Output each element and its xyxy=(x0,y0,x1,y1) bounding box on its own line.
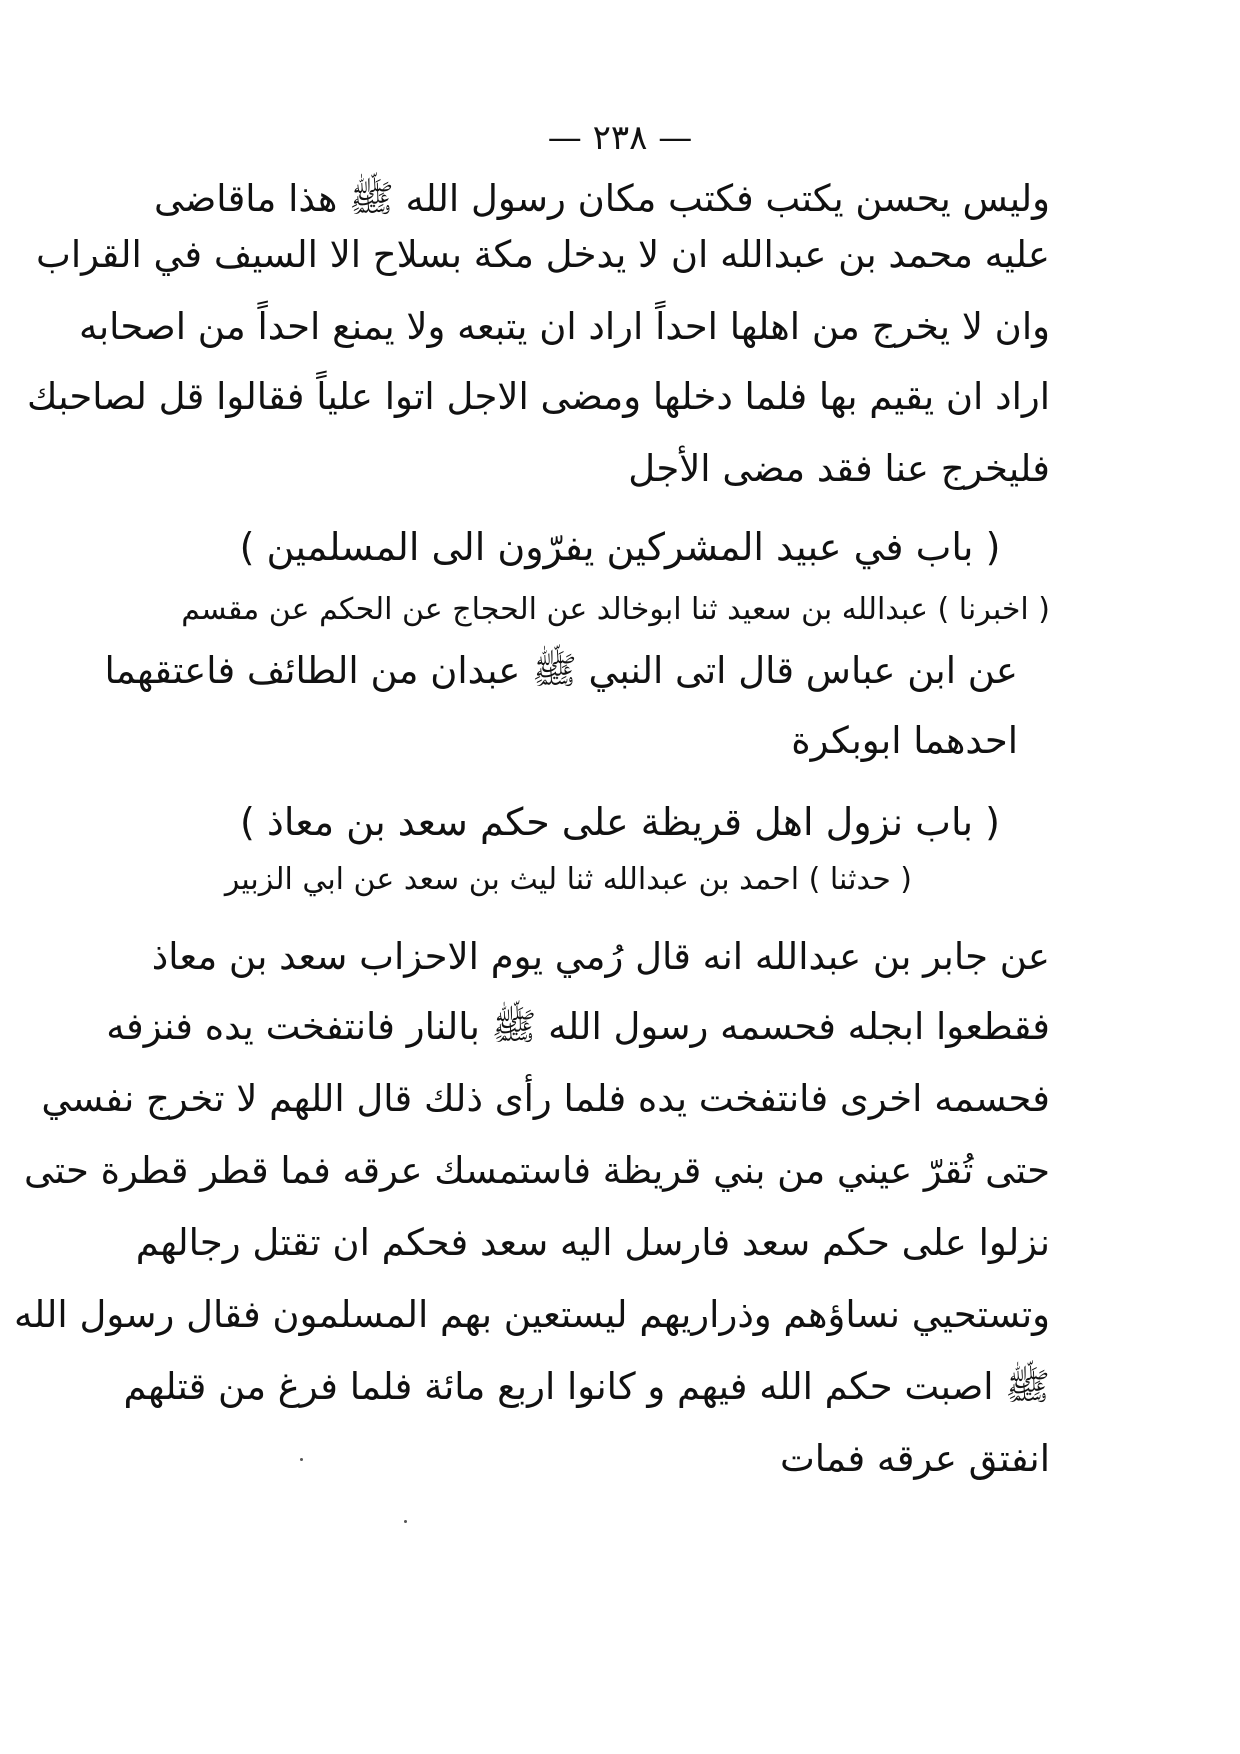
page-number: — ٢٣٨ — xyxy=(547,118,693,158)
text-line: ﷺ اصبت حكم الله فيهم و كانوا اربع مائة فلما فرغ من قتلهم xyxy=(123,1365,1050,1408)
text-line: عليه محمد بن عبدالله ان لا يدخل مكة بسلاح الا السيف في القراب xyxy=(36,233,1050,276)
text-line: اراد ان يقيم بها فلما دخلها ومضى الاجل اتوا علياً فقالوا قل لصاحبك xyxy=(27,375,1050,418)
text-line: وتستحيي نساؤهم وذراريهم ليستعين بهم المسلمون فقال رسول الله xyxy=(14,1293,1050,1336)
text-line: فليخرج عنا فقد مضى الأجل xyxy=(628,447,1050,490)
text-block-3 xyxy=(14,935,1050,1500)
isnad-line: ( حدثنا ) احمد بن عبدالله ثنا ليث بن سعد عن ابي الزبير xyxy=(224,862,912,897)
isnad-line: ( اخبرنا ) عبدالله بن سعيد ثنا ابوخالد عن الحجاج عن الحكم عن مقسم xyxy=(181,592,1050,627)
text-line: وان لا يخرج من اهلها احداً اراد ان يتبعه ولا يمنع احداً من اصحابه xyxy=(78,305,1050,348)
scan-speck xyxy=(404,1520,407,1523)
text-line: فقطعوا ابجله فحسمه رسول الله ﷺ بالنار فانتفخت يده فنزفه xyxy=(106,1005,1050,1048)
section-heading: ( باب في عبيد المشركين يفرّون الى المسلمين ) xyxy=(239,525,1001,569)
text-line: عن ابن عباس قال اتى النبي ﷺ عبدان من الطائف فاعتقهما xyxy=(104,649,1018,692)
text-block-2 xyxy=(104,649,1018,782)
text-line: عن جابر بن عبدالله انه قال رُمي يوم الاحزاب سعد بن معاذ xyxy=(151,935,1050,978)
text-block-1 xyxy=(27,177,1050,510)
text-line: وليس يحسن يكتب فكتب مكان رسول الله ﷺ هذا ماقاضى xyxy=(154,177,1050,220)
scan-speck xyxy=(300,1458,303,1461)
text-line: انفتق عرقه فمات xyxy=(779,1437,1050,1480)
text-line: احدهما ابوبكرة xyxy=(791,719,1018,762)
text-line: نزلوا على حكم سعد فارسل اليه سعد فحكم ان تقتل رجالهم xyxy=(135,1221,1050,1264)
section-heading: ( باب نزول اهل قريظة على حكم سعد بن معاذ ) xyxy=(240,800,1000,844)
text-line: حتى تُقرّ عيني من بني قريظة فاستمسك عرقه فما قطر قطرة حتى xyxy=(23,1149,1050,1192)
text-line: فحسمه اخرى فانتفخت يده فلما رأى ذلك قال اللهم لا تخرج نفسي xyxy=(41,1077,1050,1120)
